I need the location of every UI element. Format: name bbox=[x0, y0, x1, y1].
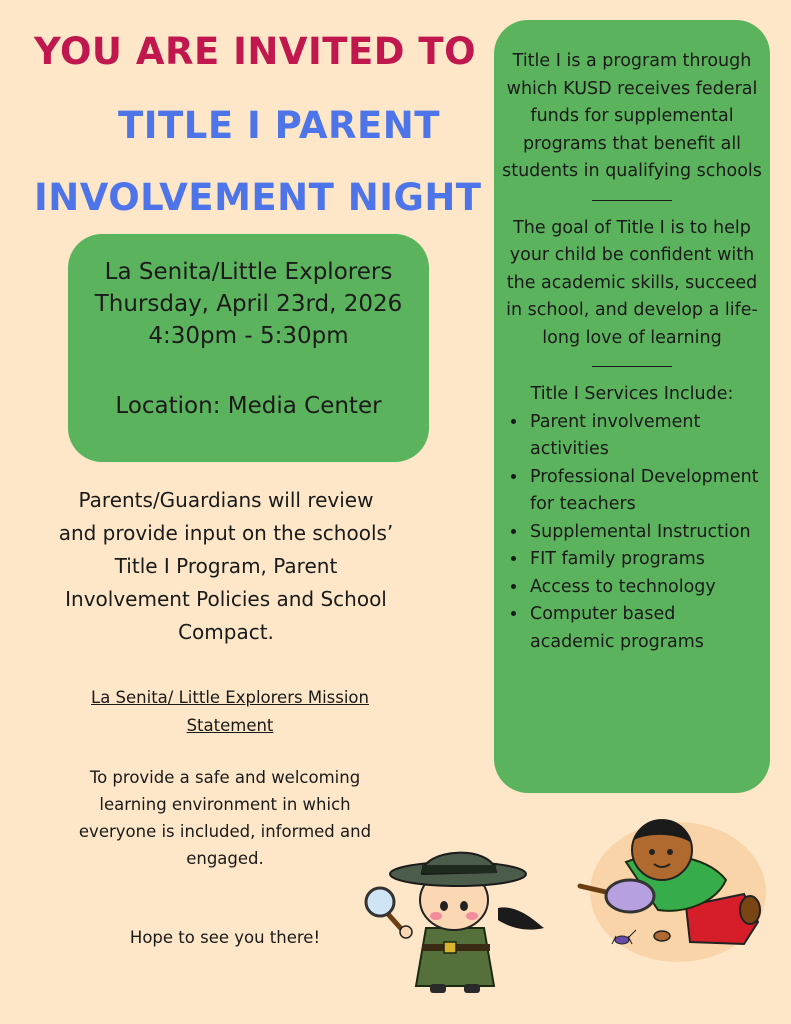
closing-text: Hope to see you there! bbox=[129, 928, 321, 947]
headline-line-1: YOU ARE INVITED TO bbox=[34, 30, 477, 73]
list-item: • Computer based academic programs bbox=[528, 601, 762, 656]
list-item: • Professional Development for teachers bbox=[528, 464, 762, 519]
services-list bbox=[502, 409, 762, 657]
kid-magnifier-illustration bbox=[566, 798, 766, 968]
list-item: • Access to technology bbox=[528, 574, 762, 602]
event-time: 4:30pm - 5:30pm bbox=[148, 323, 349, 349]
event-school: La Senita/Little Explorers bbox=[104, 259, 393, 285]
info-intro: Title I is a program through which KUSD receives federal funds for supplemental programs that benefit all students in qualifying schools bbox=[502, 51, 762, 181]
detective-girl-illustration bbox=[360, 836, 560, 996]
info-goal: The goal of Title I is to help your child be confident with the academic skills, succeed in school, and develop a life-long love of learning bbox=[506, 217, 758, 348]
list-item: • Parent involvement activities bbox=[528, 409, 762, 464]
headline-line-3: INVOLVEMENT NIGHT bbox=[34, 176, 482, 219]
divider bbox=[592, 200, 672, 201]
event-date: Thursday, April 23rd, 2026 bbox=[94, 291, 403, 317]
event-description: Parents/Guardians will review and provide input on the schools’ Title I Program, Parent Involvement Policies and School Compact. bbox=[58, 488, 394, 644]
headline-line-2: TITLE I PARENT bbox=[118, 104, 440, 147]
list-item: • Supplemental Instruction bbox=[528, 519, 762, 547]
services-title: Title I Services Include: bbox=[530, 384, 734, 404]
event-details-box bbox=[68, 234, 429, 462]
title-one-info-box bbox=[494, 20, 770, 793]
divider bbox=[592, 366, 672, 367]
mission-title: La Senita/ Little Explorers Mission Statement bbox=[91, 688, 369, 735]
mission-text: To provide a safe and welcoming learning environment in which everyone is included, informed and engaged. bbox=[78, 768, 372, 868]
event-location: Location: Media Center bbox=[115, 393, 382, 419]
list-item: • FIT family programs bbox=[528, 546, 762, 574]
